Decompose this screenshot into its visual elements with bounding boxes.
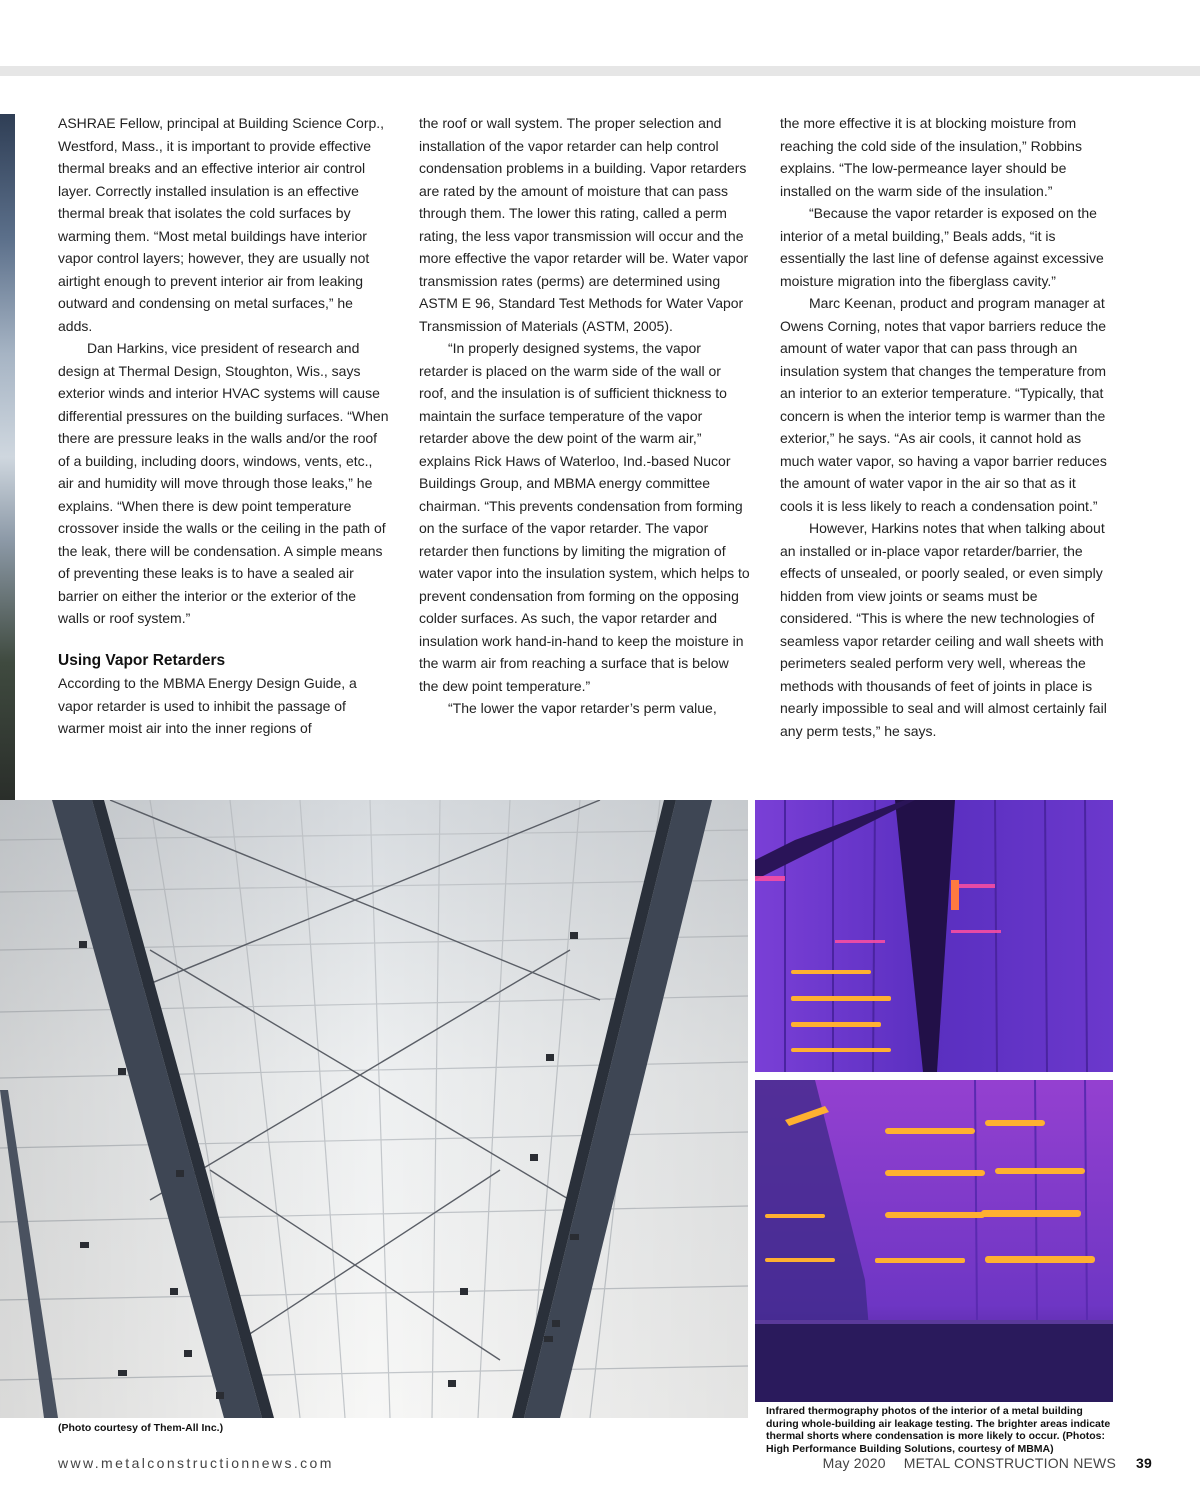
article-column-3 [780, 112, 1112, 742]
paragraph: the roof or wall system. The proper selection and installation of the vapor retarder can help control condensation problems in a building. Vapor retarders are rated by the amount of moisture that can pass through them. The lower this rating, called a perm rating, the less vapor transmission will occur and the more effective the vapor retarder will be. Water vapor transmission rates (perms) are determined using ASTM E 96, Standard Test Methods for Water Vapor Transmission of Materials (ASTM, 2005). [419, 115, 749, 334]
footer-url: www.metalconstructionnews.com [58, 1455, 334, 1471]
article-column-1 [58, 112, 390, 740]
paragraph: the more effective it is at blocking moisture from reaching the cold side of the insulation,” Robbins explains. “The low-permeance layer should be installed on the warm side of the insulation.” [780, 115, 1082, 199]
infrared-photo-top [755, 800, 1113, 1072]
infrared-illustration-top [755, 800, 1113, 1072]
page-number: 39 [1136, 1455, 1152, 1471]
paragraph: However, Harkins notes that when talking about an installed or in-place vapor retarder/barrier, the effects of unsealed, or poorly sealed, or even simply hidden from view joints or seams must be considered. “This is where the new technologies of seamless vapor retarder ceiling and wall sheets with perimeters sealed perform very well, whereas the methods with thousands of feet of joints in place is nearly impossible to seal and will almost certainly fail any perm tests,” he says. [780, 520, 1107, 739]
issue-date: May 2020 [822, 1455, 886, 1471]
top-divider-band [0, 66, 1200, 76]
footer-folio [823, 1455, 1152, 1471]
photo-caption: Infrared thermography photos of the interior of a metal building during whole-building air leakage testing. The brighter areas indicate thermal shorts where condensation is more likely to occur. (Photos: High Performance Building Solutions, courtesy of MBMA) [766, 1405, 1111, 1455]
left-edge-photo-strip [0, 114, 15, 800]
ceiling-insulation-photo [0, 800, 748, 1418]
paragraph: “Because the vapor retarder is exposed on the interior of a metal building,” Beals adds, “it is essentially the last line of defense against excessive moisture migration into the fiberglass cavity.” [780, 205, 1104, 289]
infrared-illustration-bottom [755, 1080, 1113, 1402]
paragraph: Dan Harkins, vice president of research and design at Thermal Design, Stoughton, Wis., says exterior winds and interior HVAC systems will cause differential pressures on the building surfaces. “When there are pressure leaks in the walls and/or the roof of a building, including doors, windows, vents, etc., air and humidity will move through those leaks,” he explains. “When there is dew point temperature crossover inside the walls or the ceiling in the path of the leak, there will be condensation. A simple means of preventing these leaks is to have a sealed air barrier on either the interior or the exterior of the walls or roof system.” [58, 340, 389, 626]
article-column-2 [419, 112, 751, 720]
paragraph: “In properly designed systems, the vapor retarder is placed on the warm side of the wall or roof, and the insulation is of sufficient thickness to maintain the surface temperature of the vapor retarder above the dew point of the warm air,” explains Rick Haws of Waterloo, Ind.-based Nucor Buildings Group, and MBMA energy committee chairman. “This prevents condensation from forming on the surface of the vapor retarder. The vapor retarder then functions by limiting the migration of water vapor into the insulation system, which helps to prevent condensation from forming on the opposing colder surfaces. As such, the vapor retarder and insulation work hand-in-hand to keep the moisture in the warm air from reaching a surface that is below the dew point temperature.” [419, 340, 750, 694]
section-heading: Using Vapor Retarders [58, 651, 226, 669]
photo-credit: (Photo courtesy of Them-All Inc.) [58, 1422, 224, 1434]
paragraph: “The lower the vapor retarder’s perm value, [448, 700, 717, 716]
paragraph: Marc Keenan, product and program manager at Owens Corning, notes that vapor barriers reduce the amount of water vapor that can pass through an insulation system that changes the temperature from an interior to an exterior temperature. “Typically, that concern is when the interior temp is warmer than the exterior,” he says. “As air cools, it cannot hold as much water vapor, so having a vapor barrier reduces the amount of water vapor in the air so that as it cools it is less likely to reach a condensation point.” [780, 295, 1107, 514]
paragraph: ASHRAE Fellow, principal at Building Science Corp., Westford, Mass., it is important to provide effective thermal breaks and an effective interior air control layer. Correctly installed insulation is an effective thermal break that isolates the cold surfaces by warming them. “Most metal buildings have interior vapor control layers; however, they are usually not airtight enough to prevent interior air from leaking outward and condensing on metal surfaces,” he adds. [58, 115, 385, 334]
publication-name: METAL CONSTRUCTION NEWS [903, 1455, 1117, 1471]
infrared-photo-bottom [755, 1080, 1113, 1402]
paragraph: According to the MBMA Energy Design Guide, a vapor retarder is used to inhibit the passage of warmer moist air into the inner regions of [58, 675, 357, 736]
ceiling-insulation-illustration [0, 800, 748, 1418]
